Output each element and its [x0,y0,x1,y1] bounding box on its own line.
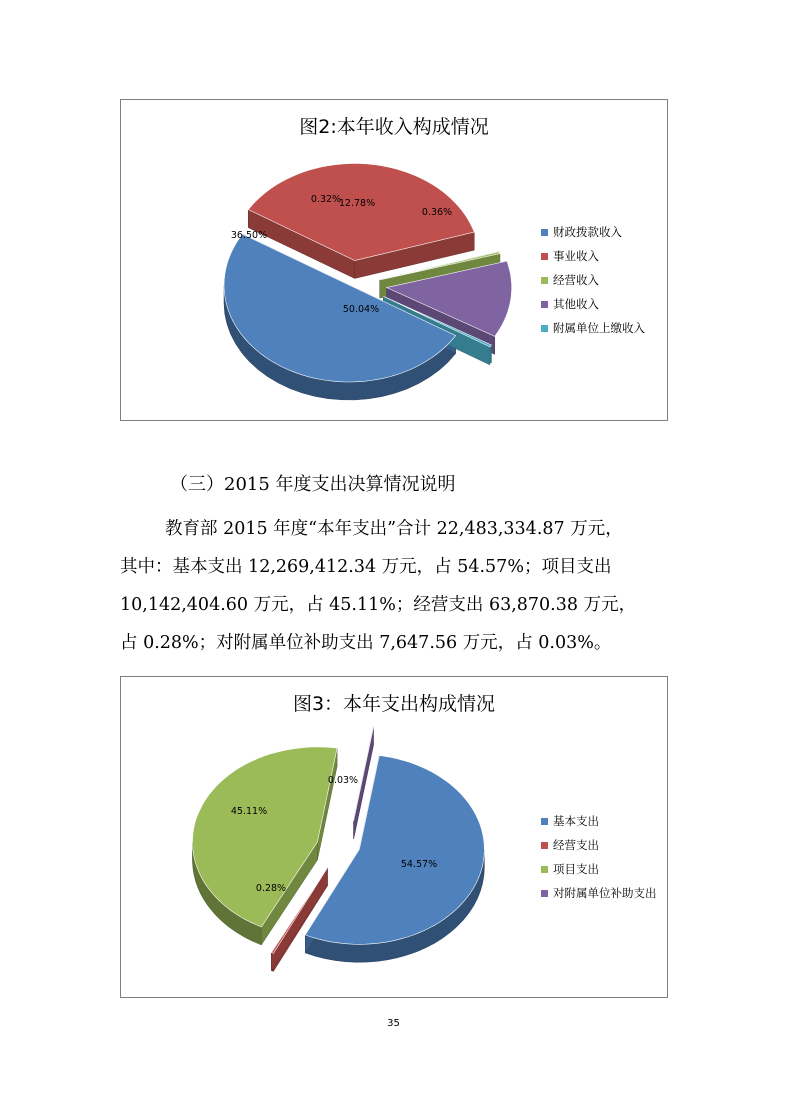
slice-label: 0.03% [327,775,359,786]
slice-label: 0.32% [310,194,342,205]
chart-legend [541,809,657,905]
slice-label: 50.04% [342,304,380,315]
legend-item: 经营支出 [541,833,657,857]
legend-swatch [541,301,548,308]
legend-swatch [541,229,548,236]
section-heading: （三）2015 年度支出决算情况说明 [170,474,456,495]
chart-title: 图3：本年支出构成情况 [292,693,496,715]
slice-label: 36.50% [230,230,268,241]
legend-swatch [541,818,548,825]
legend-swatch [541,890,548,897]
legend-swatch [541,842,548,849]
slice-label: 0.36% [421,207,453,218]
expenditure-pie-chart [120,676,668,998]
slice-label: 0.28% [255,883,287,894]
legend-item: 经营收入 [541,268,645,292]
expenditure-paragraph [120,510,668,662]
slice-label: 54.57% [400,859,438,870]
page-number: 35 [387,1018,400,1029]
chart-legend [541,220,645,340]
legend-swatch [541,253,548,260]
slice-label: 45.11% [230,806,268,817]
slice-label: 12.78% [338,198,376,209]
paragraph-line: 教育部 2015 年度“本年支出”合计 22,483,334.87 万元， [165,519,623,539]
legend-item: 事业收入 [541,244,645,268]
legend-swatch [541,277,548,284]
legend-item: 对附属单位补助支出 [541,881,657,905]
legend-swatch [541,866,548,873]
legend-item: 项目支出 [541,857,657,881]
legend-item: 其他收入 [541,292,645,316]
income-pie-chart [120,99,668,421]
legend-item: 基本支出 [541,809,657,833]
legend-item: 附属单位上缴收入 [541,316,645,340]
legend-swatch [541,325,548,332]
paragraph-line: 10,142,404.60 万元，占 45.11%；经营支出 63,870.38 万元， [120,595,637,615]
paragraph-line: 占 0.28%；对附属单位补助支出 7,647.56 万元，占 0.03%。 [120,633,612,653]
paragraph-line: 其中：基本支出 12,269,412.34 万元，占 54.57%；项目支出 [120,557,612,577]
chart-title: 图2:本年收入构成情况 [299,116,489,138]
legend-item: 财政拨款收入 [541,220,645,244]
